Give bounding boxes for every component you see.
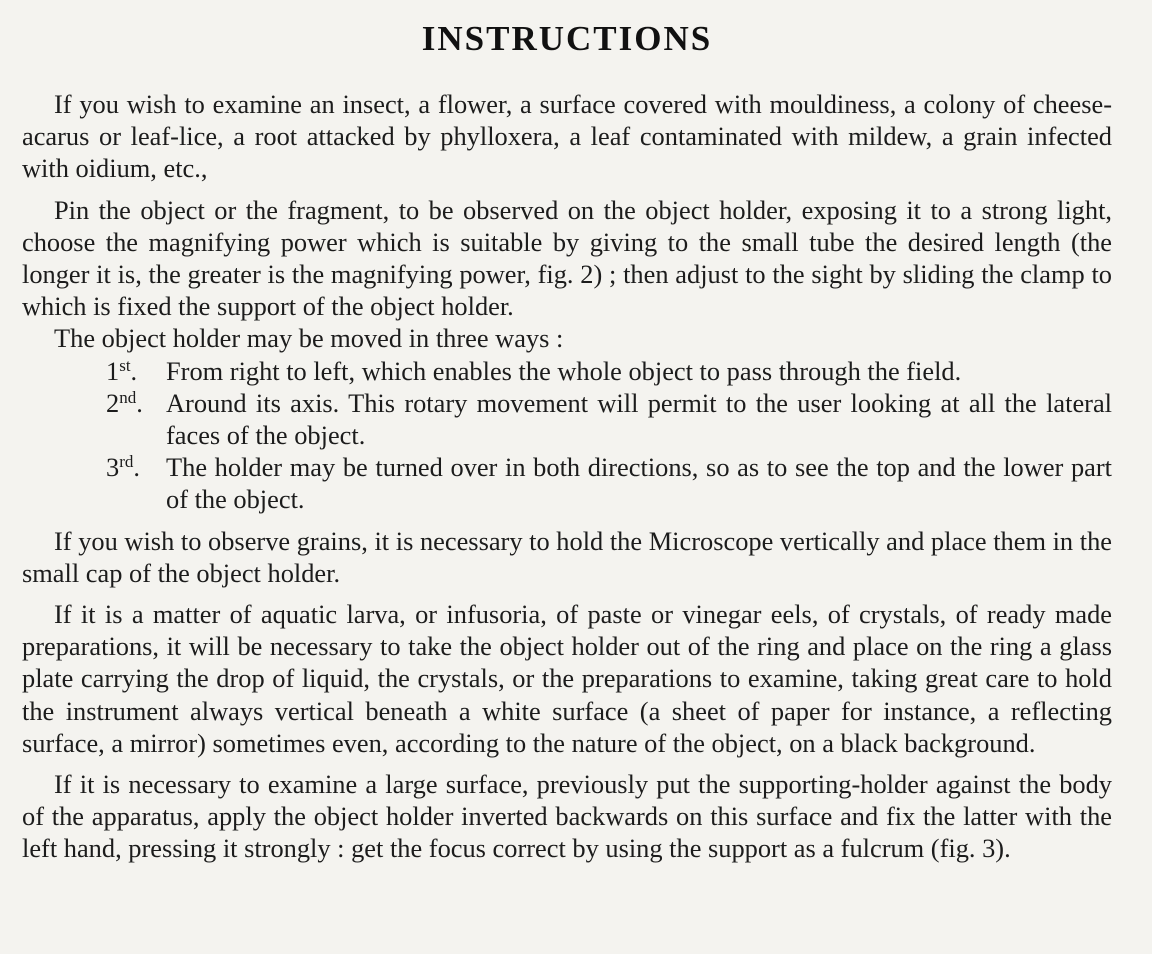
- aquatic-paragraph: If it is a matter of aquatic larva, or infusoria, of paste or vinegar eels, of crystals, of ready made preparations, it will be necessary to take the object holder out of the ring and place on the ring a glass plate carrying the drop of liquid, the crystals, or the preparations to examine, taking great care to hold the instrument always vertical beneath a white surface (a sheet of paper for instance, a reflecting surface, a mirror) sometimes even, according to the nature of the object, on a black background.: [22, 599, 1112, 758]
- ways-list: [22, 355, 1112, 516]
- list-item: [22, 451, 1112, 515]
- list-item: [22, 355, 1112, 387]
- list-item: [22, 387, 1112, 451]
- list-item-text: Around its axis. This rotary movement will permit to the user looking at all the lateral faces of the object.: [166, 387, 1112, 451]
- list-item-number: 3rd.: [106, 452, 140, 483]
- page-title: INSTRUCTIONS: [421, 19, 713, 58]
- intro-paragraph: If you wish to examine an insect, a flower, a surface covered with mouldiness, a colony of cheese-acarus or leaf-lice, a root attacked by phylloxera, a leaf contaminated with mildew, a grain infected with oidium, etc.,: [22, 89, 1112, 184]
- list-item-number: 1st.: [106, 355, 138, 386]
- list-item-text: From right to left, which enables the whole object to pass through the field.: [166, 355, 962, 386]
- list-item-text: The holder may be turned over in both directions, so as to see the top and the lower part of the object.: [166, 452, 1112, 515]
- grains-paragraph: If you wish to observe grains, it is necessary to hold the Microscope vertically and place them in the small cap of the object holder.: [22, 525, 1112, 588]
- pin-object-paragraph: Pin the object or the fragment, to be observed on the object holder, exposing it to a strong light, choose the magnifying power which is suitable by giving to the small tube the desired length (the longer it is, the greater is the magnifying power, fig. 2) ; then adjust to the sight by sliding the clamp to which is fixed the support of the object holder.: [22, 194, 1112, 322]
- large-surface-paragraph: If it is necessary to examine a large surface, previously put the supporting-holder against the body of the apparatus, apply the object holder inverted backwards on this surface and fix the latter with the left hand, pressing it strongly : get the focus correct by using the support as a fulcrum (fig. 3).: [22, 769, 1112, 864]
- three-ways-heading: The object holder may be moved in three ways :: [54, 323, 564, 354]
- list-item-number: 2nd.: [106, 387, 143, 418]
